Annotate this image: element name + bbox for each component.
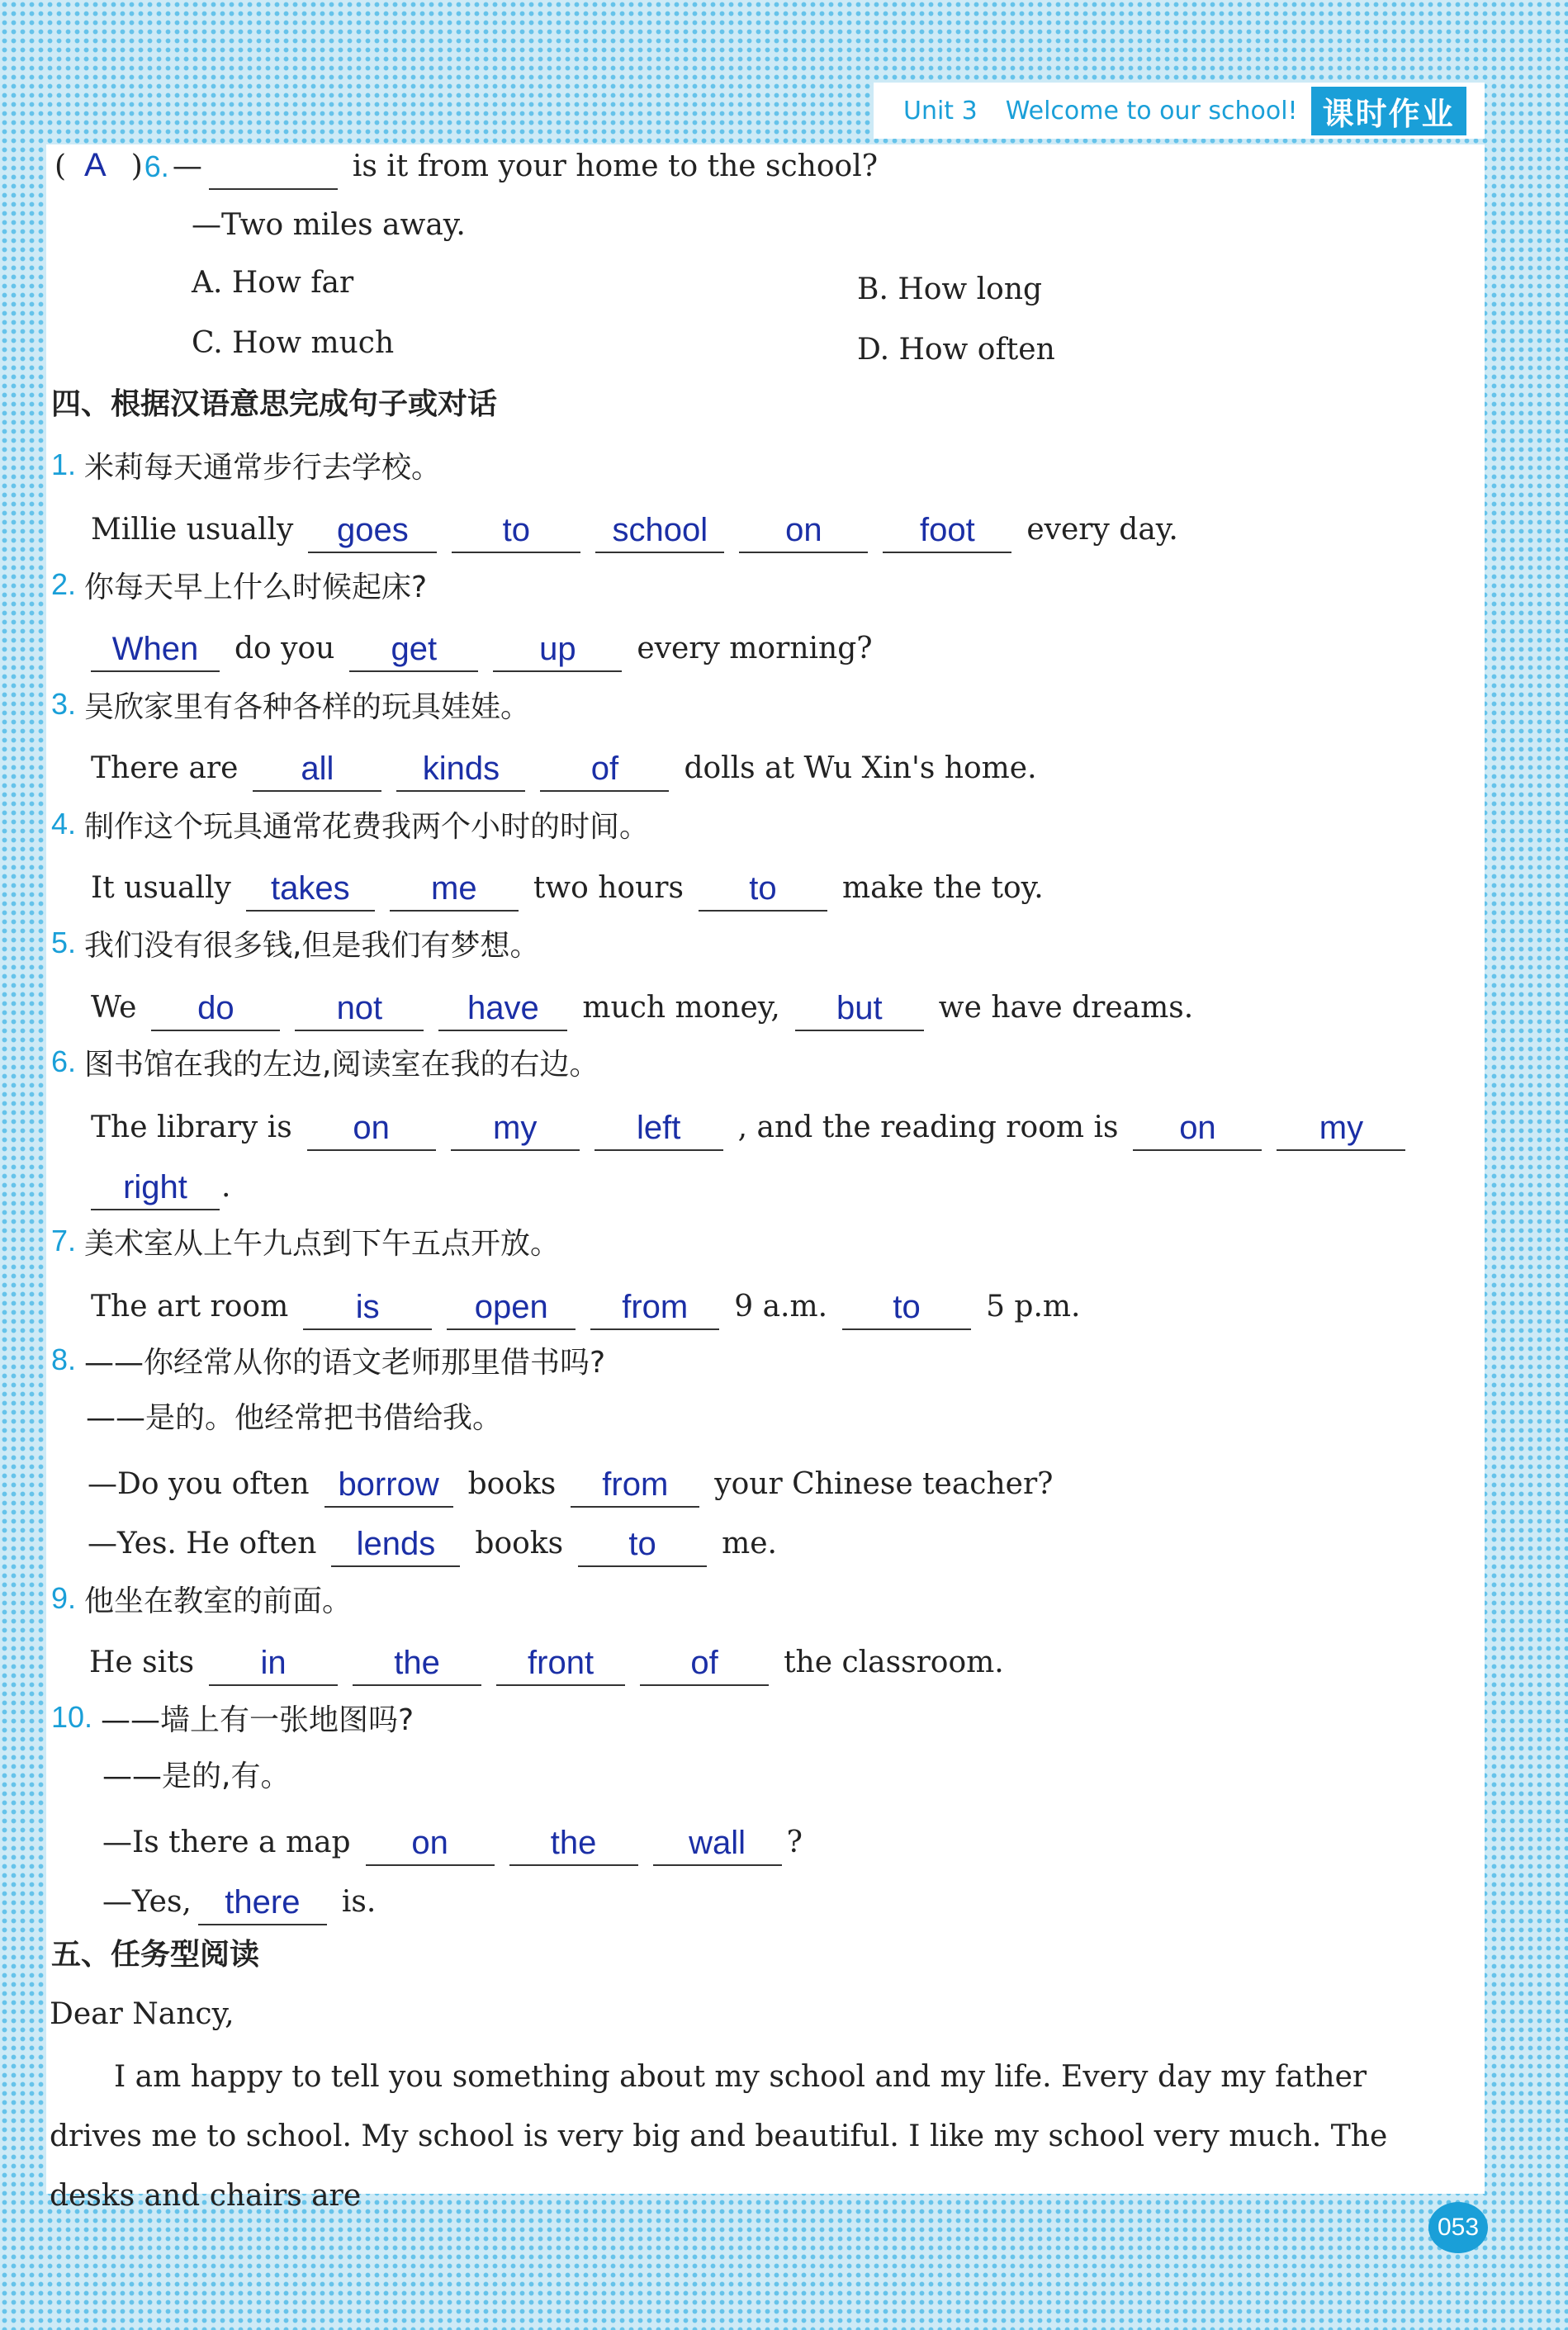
- q6-option-a: [192, 268, 368, 301]
- letter-greeting: [50, 1997, 249, 2033]
- answer-blank[interactable]: up: [493, 632, 622, 672]
- item-number: 4.: [51, 807, 77, 841]
- answer-blank[interactable]: from: [571, 1468, 699, 1508]
- answer-blank[interactable]: to: [842, 1290, 971, 1330]
- sentence-text: we have dreams.: [938, 991, 1194, 1025]
- answer-blank[interactable]: of: [640, 1646, 769, 1686]
- sentence-text: every day.: [1026, 513, 1178, 547]
- chinese-prompt: ——是的,有。: [102, 1759, 291, 1793]
- item-8-english: [88, 1463, 1068, 1503]
- answer-blank[interactable]: get: [349, 632, 478, 672]
- answer-blank[interactable]: on: [366, 1826, 495, 1866]
- answer-blank[interactable]: right: [91, 1171, 220, 1210]
- item-2-chinese: [51, 567, 428, 604]
- q6-option-c: [192, 326, 409, 362]
- sentence-text: your Chinese teacher?: [714, 1467, 1054, 1501]
- item-number: 10.: [51, 1700, 93, 1734]
- answer-blank[interactable]: takes: [246, 872, 375, 912]
- item-number: 1.: [51, 448, 77, 481]
- item-6-english-cont: [91, 1166, 245, 1205]
- chinese-prompt: 我们没有很多钱,但是我们有梦想。: [84, 929, 540, 963]
- item-7-chinese: [51, 1226, 560, 1259]
- q6-dash: —: [172, 149, 202, 183]
- item-1-chinese: [51, 450, 441, 483]
- item-number: 2.: [51, 567, 77, 601]
- answer-blank[interactable]: open: [447, 1290, 576, 1330]
- chinese-prompt: ——是的。他经常把书借给我。: [86, 1401, 503, 1435]
- sentence-text: It usually: [91, 871, 231, 905]
- sentence-text: —Yes,: [102, 1885, 192, 1919]
- answer-blank[interactable]: on: [307, 1111, 436, 1151]
- answer-blank[interactable]: on: [739, 514, 868, 553]
- sentence-text: He sits: [89, 1646, 195, 1679]
- q6-blank[interactable]: [209, 183, 338, 190]
- answer-blank[interactable]: to: [699, 872, 827, 912]
- section-title-text: 五、任务型阅读: [51, 1938, 260, 1972]
- answer-blank[interactable]: have: [438, 992, 567, 1031]
- unit-title: Welcome to our school!: [1005, 96, 1298, 125]
- sentence-text: do you: [234, 632, 335, 665]
- option-c-text: C. How much: [192, 326, 395, 360]
- item-number: 7.: [51, 1224, 77, 1257]
- item-number: 6.: [51, 1044, 77, 1078]
- sentence-text: We: [91, 991, 137, 1025]
- answer-blank[interactable]: to: [452, 514, 580, 553]
- answer-blank[interactable]: foot: [883, 514, 1011, 553]
- sentence-text: 5 p.m.: [986, 1290, 1081, 1324]
- chinese-prompt: 米莉每天通常步行去学校。: [84, 451, 442, 485]
- answer-blank[interactable]: my: [1277, 1111, 1405, 1151]
- q6-line: [54, 149, 893, 185]
- page-number: 053: [1428, 2202, 1488, 2253]
- sentence-text: Millie usually: [91, 513, 294, 547]
- answer-blank[interactable]: in: [209, 1646, 338, 1686]
- item-7-english: [91, 1286, 1096, 1325]
- item-10-english-2: [102, 1881, 391, 1920]
- item-8-chinese-2: [86, 1401, 503, 1435]
- item-number: 5.: [51, 926, 77, 959]
- answer-blank[interactable]: borrow: [324, 1468, 453, 1508]
- option-b-text: B. How long: [857, 272, 1043, 306]
- item-1-english: [91, 509, 1193, 548]
- item-5-english: [91, 987, 1208, 1026]
- sentence-text: —Do you often: [88, 1467, 310, 1501]
- item-6-english: [91, 1106, 1420, 1146]
- item-9-chinese: [51, 1581, 353, 1618]
- sentence-text: .: [221, 1170, 231, 1204]
- item-3-chinese: [51, 689, 530, 722]
- answer-blank[interactable]: is: [303, 1290, 432, 1330]
- q6-reply-text: —Two miles away.: [192, 208, 466, 242]
- q6-number: 6.: [144, 149, 169, 183]
- q6-option-b: [857, 272, 1057, 308]
- chinese-prompt: 图书馆在我的左边,阅读室在我的右边。: [84, 1048, 599, 1082]
- answer-blank[interactable]: goes: [308, 514, 437, 553]
- section-5-title: [51, 1940, 259, 1970]
- q6-paren-open: (: [54, 149, 67, 183]
- answer-blank[interactable]: front: [496, 1646, 625, 1686]
- item-4-chinese: [51, 809, 649, 842]
- answer-blank[interactable]: on: [1133, 1111, 1262, 1151]
- answer-blank[interactable]: but: [795, 992, 924, 1031]
- sentence-text: ?: [786, 1826, 803, 1859]
- section-title-text: 四、根据汉语意思完成句子或对话: [51, 387, 498, 421]
- chinese-prompt: 他坐在教室的前面。: [84, 1584, 353, 1618]
- chinese-prompt: 吴欣家里有各种各样的玩具娃娃。: [84, 690, 531, 724]
- answer-blank[interactable]: left: [595, 1111, 723, 1151]
- item-8-english-2: [88, 1523, 792, 1562]
- answer-blank[interactable]: lends: [331, 1527, 460, 1567]
- chinese-prompt: 美术室从上午九点到下午五点开放。: [84, 1227, 561, 1261]
- item-10-english: [102, 1821, 817, 1861]
- sentence-text: —Yes. He often: [88, 1527, 317, 1560]
- section-4-title: [51, 387, 498, 421]
- unit-label: Unit 3: [903, 96, 978, 125]
- sentence-text: , and the reading room is: [737, 1111, 1119, 1144]
- answer-blank[interactable]: my: [451, 1111, 580, 1151]
- item-8-chinese: [51, 1345, 605, 1378]
- answer-blank[interactable]: When: [91, 632, 220, 672]
- sentence-text: books: [475, 1527, 564, 1560]
- sentence-text: There are: [91, 751, 239, 785]
- q6-question-text: is it from your home to the school?: [352, 149, 879, 183]
- sentence-text: the classroom.: [784, 1646, 1004, 1679]
- answer-blank[interactable]: from: [590, 1290, 719, 1330]
- answer-blank[interactable]: not: [295, 992, 424, 1031]
- item-6-chinese: [51, 1044, 599, 1082]
- sentence-text: The library is: [91, 1111, 292, 1144]
- answer-blank[interactable]: school: [595, 514, 724, 553]
- option-a-text: A. How far: [192, 266, 354, 300]
- chinese-prompt: 制作这个玩具通常花费我两个小时的时间。: [84, 810, 650, 844]
- item-3-english: [91, 747, 1052, 787]
- sentence-text: every morning?: [637, 632, 873, 665]
- q6-paren-close: ): [130, 149, 143, 183]
- chinese-prompt: 你每天早上什么时候起床?: [84, 571, 428, 604]
- item-5-chinese: [51, 928, 539, 961]
- item-number: 9.: [51, 1581, 77, 1615]
- sentence-text: The art room: [91, 1290, 289, 1324]
- sentence-text: me.: [722, 1527, 777, 1560]
- sentence-text: make the toy.: [841, 871, 1044, 905]
- item-number: 3.: [51, 687, 77, 721]
- answer-blank[interactable]: do: [151, 992, 280, 1031]
- q6-answer: A: [84, 147, 107, 183]
- item-number: 8.: [51, 1343, 77, 1376]
- item-10-chinese: [51, 1700, 415, 1737]
- option-d-text: D. How often: [857, 333, 1055, 367]
- q6-reply: [192, 208, 481, 244]
- chinese-prompt: ——墙上有一张地图吗?: [101, 1703, 415, 1737]
- sentence-text: is.: [341, 1885, 377, 1919]
- answer-blank[interactable]: me: [390, 872, 519, 912]
- greeting-text: Dear Nancy,: [50, 1997, 234, 2031]
- answer-blank[interactable]: wall: [653, 1826, 782, 1866]
- sentence-text: two hours: [533, 871, 684, 905]
- sentence-text: —Is there a map: [102, 1826, 351, 1859]
- brand-logo: 课时作业: [1311, 87, 1466, 135]
- page-header: [874, 83, 1485, 139]
- chinese-prompt: ——你经常从你的语文老师那里借书吗?: [84, 1346, 606, 1380]
- answer-blank[interactable]: to: [578, 1527, 707, 1567]
- sentence-text: books: [467, 1467, 557, 1501]
- sentence-text: much money,: [582, 991, 780, 1025]
- answer-blank[interactable]: kinds: [396, 752, 525, 792]
- letter-paragraph: I am happy to tell you something about my school and my life. Every day my father drives me to school. My school is very big and beautiful. I like my school very much. The desks and chairs are: [50, 2060, 1388, 2213]
- item-9-english: [89, 1641, 1019, 1681]
- item-4-english: [91, 867, 1059, 907]
- item-2-english: [91, 627, 888, 667]
- answer-blank[interactable]: the: [509, 1826, 638, 1866]
- sentence-text: dolls at Wu Xin's home.: [684, 751, 1037, 785]
- q6-option-d: [857, 335, 1070, 368]
- answer-blank[interactable]: the: [353, 1646, 481, 1686]
- answer-blank[interactable]: there: [198, 1886, 327, 1925]
- answer-blank[interactable]: of: [540, 752, 669, 792]
- sentence-text: 9 a.m.: [734, 1290, 828, 1324]
- answer-blank[interactable]: all: [253, 752, 381, 792]
- item-10-chinese-2: [102, 1759, 291, 1793]
